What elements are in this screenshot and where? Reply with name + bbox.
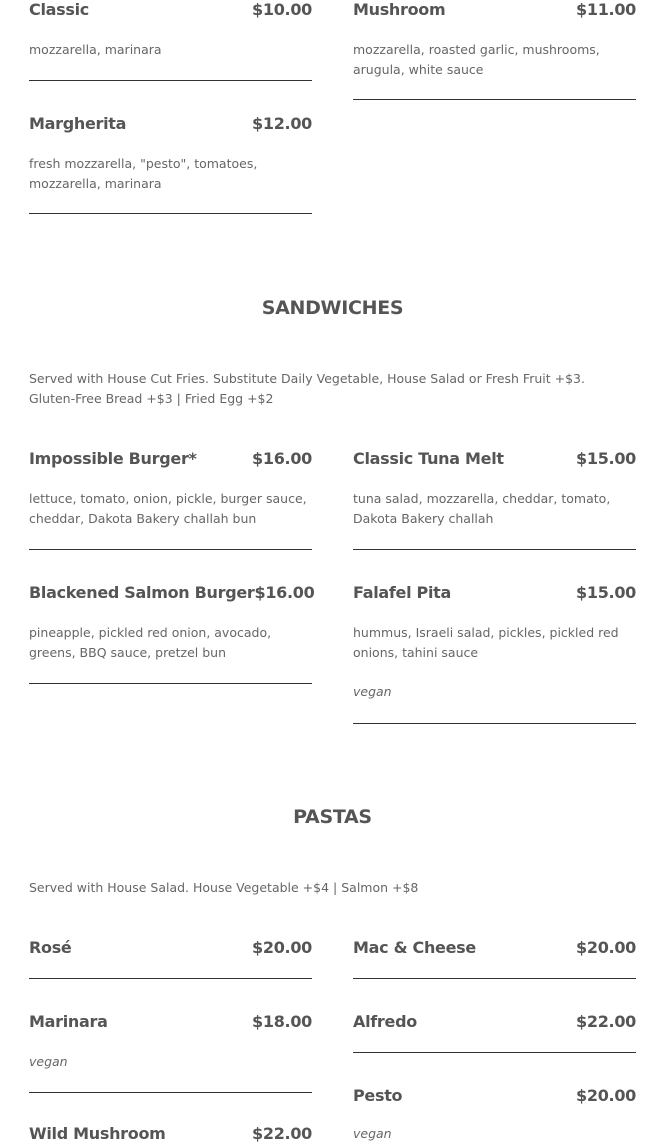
section-note-sandwiches: Served with House Cut Fries. Substitute Daily Vegetable, House Salad or Fresh Fruit +$3. Gluten-Free Bread +$3 | Fried Egg +$2 <box>29 371 585 406</box>
item-description: tuna salad, mozzarella, cheddar, tomato, Dakota Bakery challah <box>353 491 611 526</box>
menu-item-pesto <box>353 1086 636 1144</box>
item-price: $15.00 <box>576 583 636 602</box>
menu-item-blackened-salmon-burger <box>29 583 315 662</box>
item-name: Mac & Cheese <box>353 938 476 957</box>
item-name: Pesto <box>353 1086 403 1105</box>
menu-item-marinara <box>29 1012 312 1072</box>
menu-item-rose <box>29 938 312 958</box>
item-name: Wild Mushroom <box>29 1124 166 1143</box>
item-header <box>29 449 312 469</box>
item-price: $11.00 <box>576 0 636 19</box>
item-divider <box>353 549 636 550</box>
section-heading-sandwiches: SANDWICHES <box>261 297 404 319</box>
menu-item-wild-mushroom <box>29 1124 312 1144</box>
vegan-tag: vegan <box>353 1126 392 1141</box>
item-divider <box>353 723 636 724</box>
item-name: Impossible Burger* <box>29 449 197 468</box>
item-header <box>353 938 636 958</box>
item-header <box>29 1124 312 1144</box>
item-divider <box>29 683 312 684</box>
item-name: Blackened Salmon Burger <box>29 583 255 602</box>
item-description: pineapple, pickled red onion, avocado, greens, BBQ sauce, pretzel bun <box>29 625 272 660</box>
section-heading-pastas: PASTAS <box>293 806 372 828</box>
item-description: fresh mozzarella, "pesto", tomatoes, mozzarella, marinara <box>29 156 258 191</box>
item-header <box>353 449 636 469</box>
item-description: mozzarella, marinara <box>29 42 162 57</box>
item-price: $20.00 <box>576 1086 636 1105</box>
item-price: $18.00 <box>252 1012 312 1031</box>
item-price: $15.00 <box>576 449 636 468</box>
item-divider <box>353 978 636 979</box>
vegan-tag: vegan <box>353 684 392 699</box>
item-price: $22.00 <box>576 1012 636 1031</box>
menu-item-classic-tuna-melt <box>353 449 636 528</box>
menu-item-alfredo <box>353 1012 636 1032</box>
menu-item-impossible-burger <box>29 449 312 528</box>
item-divider <box>29 978 312 979</box>
item-name: Classic Tuna Melt <box>353 449 504 468</box>
item-divider <box>29 80 312 81</box>
item-header <box>353 1012 636 1032</box>
section-note-pastas: Served with House Salad. House Vegetable +$4 | Salmon +$8 <box>29 880 419 895</box>
item-header <box>29 938 312 958</box>
item-price: $20.00 <box>252 938 312 957</box>
menu-item-classic <box>29 0 312 60</box>
item-price: $10.00 <box>252 0 312 19</box>
item-divider <box>353 1052 636 1053</box>
item-divider <box>29 549 312 550</box>
item-name: Marinara <box>29 1012 108 1031</box>
item-name: Alfredo <box>353 1012 417 1031</box>
item-header <box>353 583 636 603</box>
menu-item-margherita <box>29 114 312 193</box>
vegan-tag: vegan <box>29 1054 68 1069</box>
item-name: Classic <box>29 0 89 19</box>
item-header <box>353 0 636 20</box>
menu-item-mushroom <box>353 0 636 79</box>
item-header <box>353 1086 636 1106</box>
item-name: Falafel Pita <box>353 583 451 602</box>
item-divider <box>353 99 636 100</box>
item-header <box>29 583 315 603</box>
item-description: lettuce, tomato, onion, pickle, burger sauce, cheddar, Dakota Bakery challah bun <box>29 491 307 526</box>
menu-item-mac-and-cheese <box>353 938 636 958</box>
item-description: hummus, Israeli salad, pickles, pickled red onions, tahini sauce <box>353 625 619 660</box>
item-name: Rosé <box>29 938 72 957</box>
item-header <box>29 1012 312 1032</box>
item-divider <box>29 213 312 214</box>
item-description: mozzarella, roasted garlic, mushrooms, arugula, white sauce <box>353 42 600 77</box>
item-name: Mushroom <box>353 0 446 19</box>
item-price: $22.00 <box>252 1124 312 1143</box>
item-header <box>29 0 312 20</box>
item-price: $16.00 <box>252 449 312 468</box>
item-name: Margherita <box>29 114 127 133</box>
item-header <box>29 114 312 134</box>
menu-item-falafel-pita <box>353 583 636 702</box>
item-price: $12.00 <box>252 114 312 133</box>
item-price: $20.00 <box>576 938 636 957</box>
item-divider <box>29 1092 312 1093</box>
item-price: $16.00 <box>254 583 315 602</box>
